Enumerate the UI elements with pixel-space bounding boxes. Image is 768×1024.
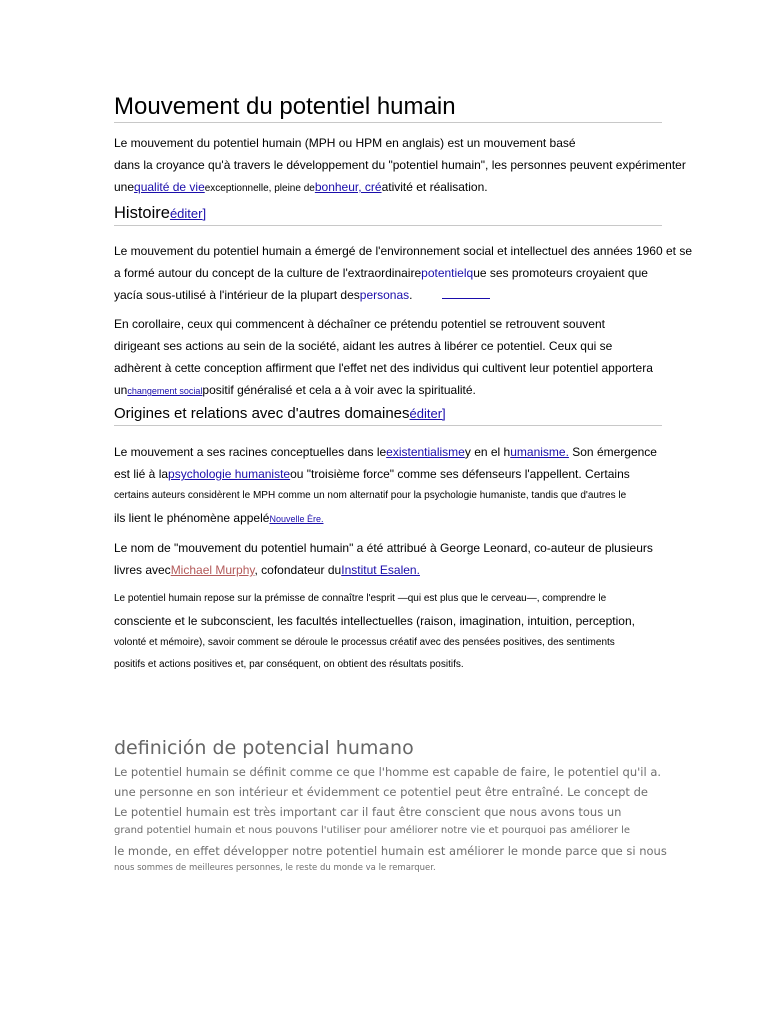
edit-link-histoire[interactable]: éditer] bbox=[169, 206, 207, 221]
link-potentiel[interactable]: potentielq bbox=[421, 266, 474, 280]
link-personas[interactable]: personas bbox=[359, 288, 410, 302]
histoire-p2-line-2: dirigeant ses actions au sein de la société, aidant les autres à libérer ce potentiel. Ceux qui se bbox=[114, 339, 613, 353]
intro-text: une bbox=[114, 180, 135, 194]
origines-p3-line-3: volonté et mémoire), savoir comment se déroule le processus créatif avec des pensées positives, des sentiments bbox=[114, 637, 615, 648]
text: y en el h bbox=[464, 445, 511, 459]
histoire-p1-line-2 bbox=[114, 266, 648, 280]
link-psychologie-humaniste[interactable]: psychologie humaniste bbox=[168, 467, 291, 481]
link-bonheur[interactable]: bonheur, cré bbox=[314, 180, 382, 194]
text: ils lient le phénomène appelé bbox=[114, 511, 270, 525]
intro-line-1: Le mouvement du potentiel humain (MPH ou HPM en anglais) est un mouvement basé bbox=[114, 136, 576, 150]
text: livres avec bbox=[114, 563, 171, 577]
definicion-line-5: le monde, en effet développer notre potentiel humain est améliorer le monde parce que si nous bbox=[114, 844, 667, 858]
link-existentialisme[interactable]: existentialisme bbox=[386, 445, 465, 459]
origines-p1-line-2 bbox=[114, 467, 630, 481]
text: positif généralisé et cela a à voir avec la spiritualité. bbox=[202, 383, 476, 397]
definicion-line-6: nous sommes de meilleures personnes, le reste du monde va le remarquer. bbox=[114, 863, 436, 873]
text: a formé autour du concept de la culture de l'extraordinaire bbox=[114, 266, 422, 280]
link-humanisme[interactable]: umanisme. bbox=[510, 445, 569, 459]
link-nouvelle-ere[interactable]: Nouvelle Ère. bbox=[269, 514, 324, 524]
definicion-line-3: Le potentiel humain est très important car il faut être conscient que nous avons tous un bbox=[114, 805, 622, 819]
definicion-line-2: une personne en son intérieur et évidemment ce potentiel peut être entraîné. Le concept de bbox=[114, 785, 648, 799]
definicion-line-1: Le potentiel humain se définit comme ce que l'homme est capable de faire, le potentiel qu'il a. bbox=[114, 765, 662, 779]
origines-p2-line-1: Le nom de "mouvement du potentiel humain" a été attribué à George Leonard, co-auteur de plusieurs bbox=[114, 541, 653, 555]
underline-blank bbox=[442, 288, 490, 299]
intro-line-3 bbox=[114, 180, 488, 196]
origines-p1-line-1 bbox=[114, 445, 657, 459]
link-qualite-de-vie[interactable]: qualité de vie bbox=[134, 180, 205, 194]
link-michael-murphy[interactable]: Michael Murphy bbox=[170, 563, 255, 577]
definicion-line-4: grand potentiel humain et nous pouvons l'utiliser pour améliorer notre vie et pourquoi pas améliorer le bbox=[114, 825, 631, 836]
origines-p1-line-3: certains auteurs considèrent le MPH comme un nom alternatif pour la psychologie humaniste, tandis que d'autres le bbox=[114, 490, 627, 501]
link-changement-social[interactable]: changement social bbox=[127, 386, 203, 396]
text: yacía sous-utilisé à l'intérieur de la plupart des bbox=[114, 288, 360, 302]
histoire-p2-line-3: adhèrent à cette conception affirment que l'effet net des individus qui cultivent leur potentiel apportera bbox=[114, 361, 653, 375]
histoire-p1-line-1: Le mouvement du potentiel humain a émergé de l'environnement social et intellectuel des années 1960 et se bbox=[114, 244, 692, 258]
text: ou "troisième force" comme ses défenseurs l'appellent. Certains bbox=[290, 467, 630, 481]
histoire-p2-line-4 bbox=[114, 383, 476, 398]
text: , cofondateur du bbox=[254, 563, 342, 577]
text: un bbox=[114, 383, 128, 397]
heading-text: Histoire bbox=[114, 204, 170, 222]
heading-text: Origines et relations avec d'autres domaines bbox=[114, 405, 410, 422]
edit-link-origines[interactable]: éditer] bbox=[409, 406, 446, 421]
origines-p1-line-4 bbox=[114, 511, 323, 526]
text: ue ses promoteurs croyaient que bbox=[473, 266, 648, 280]
intro-text: exceptionnelle, pleine de bbox=[204, 183, 315, 194]
text: est lié à la bbox=[114, 467, 169, 481]
link-institut-esalen[interactable]: Institut Esalen. bbox=[341, 563, 420, 577]
origines-p3-line-2: consciente et le subconscient, les facultés intellectuelles (raison, imagination, intuition, perception, bbox=[114, 614, 635, 628]
origines-p3-line-4: positifs et actions positives et, par conséquent, on obtient des résultats positifs. bbox=[114, 659, 464, 670]
text: . bbox=[409, 288, 413, 302]
origines-p2-line-2 bbox=[114, 563, 420, 577]
intro-line-2: dans la croyance qu'à travers le développement du "potentiel humain", les personnes peuvent expérimenter bbox=[114, 158, 686, 172]
page-title: Mouvement du potentiel humain bbox=[114, 92, 662, 123]
intro-text: ativité et réalisation. bbox=[381, 180, 488, 194]
histoire-p2-line-1: En corollaire, ceux qui commencent à déchaîner ce prétendu potentiel se retrouvent souvent bbox=[114, 317, 605, 331]
section-heading-histoire bbox=[114, 203, 662, 226]
text: Le mouvement a ses racines conceptuelles dans le bbox=[114, 445, 387, 459]
definicion-title: definición de potencial humano bbox=[114, 737, 414, 759]
origines-p3-line-1: Le potentiel humain repose sur la prémisse de connaître l'esprit —qui est plus que le cerveau—, comprendre le bbox=[114, 593, 607, 604]
text: Son émergence bbox=[568, 445, 657, 459]
section-heading-origines bbox=[114, 404, 662, 426]
histoire-p1-line-3 bbox=[114, 288, 490, 302]
